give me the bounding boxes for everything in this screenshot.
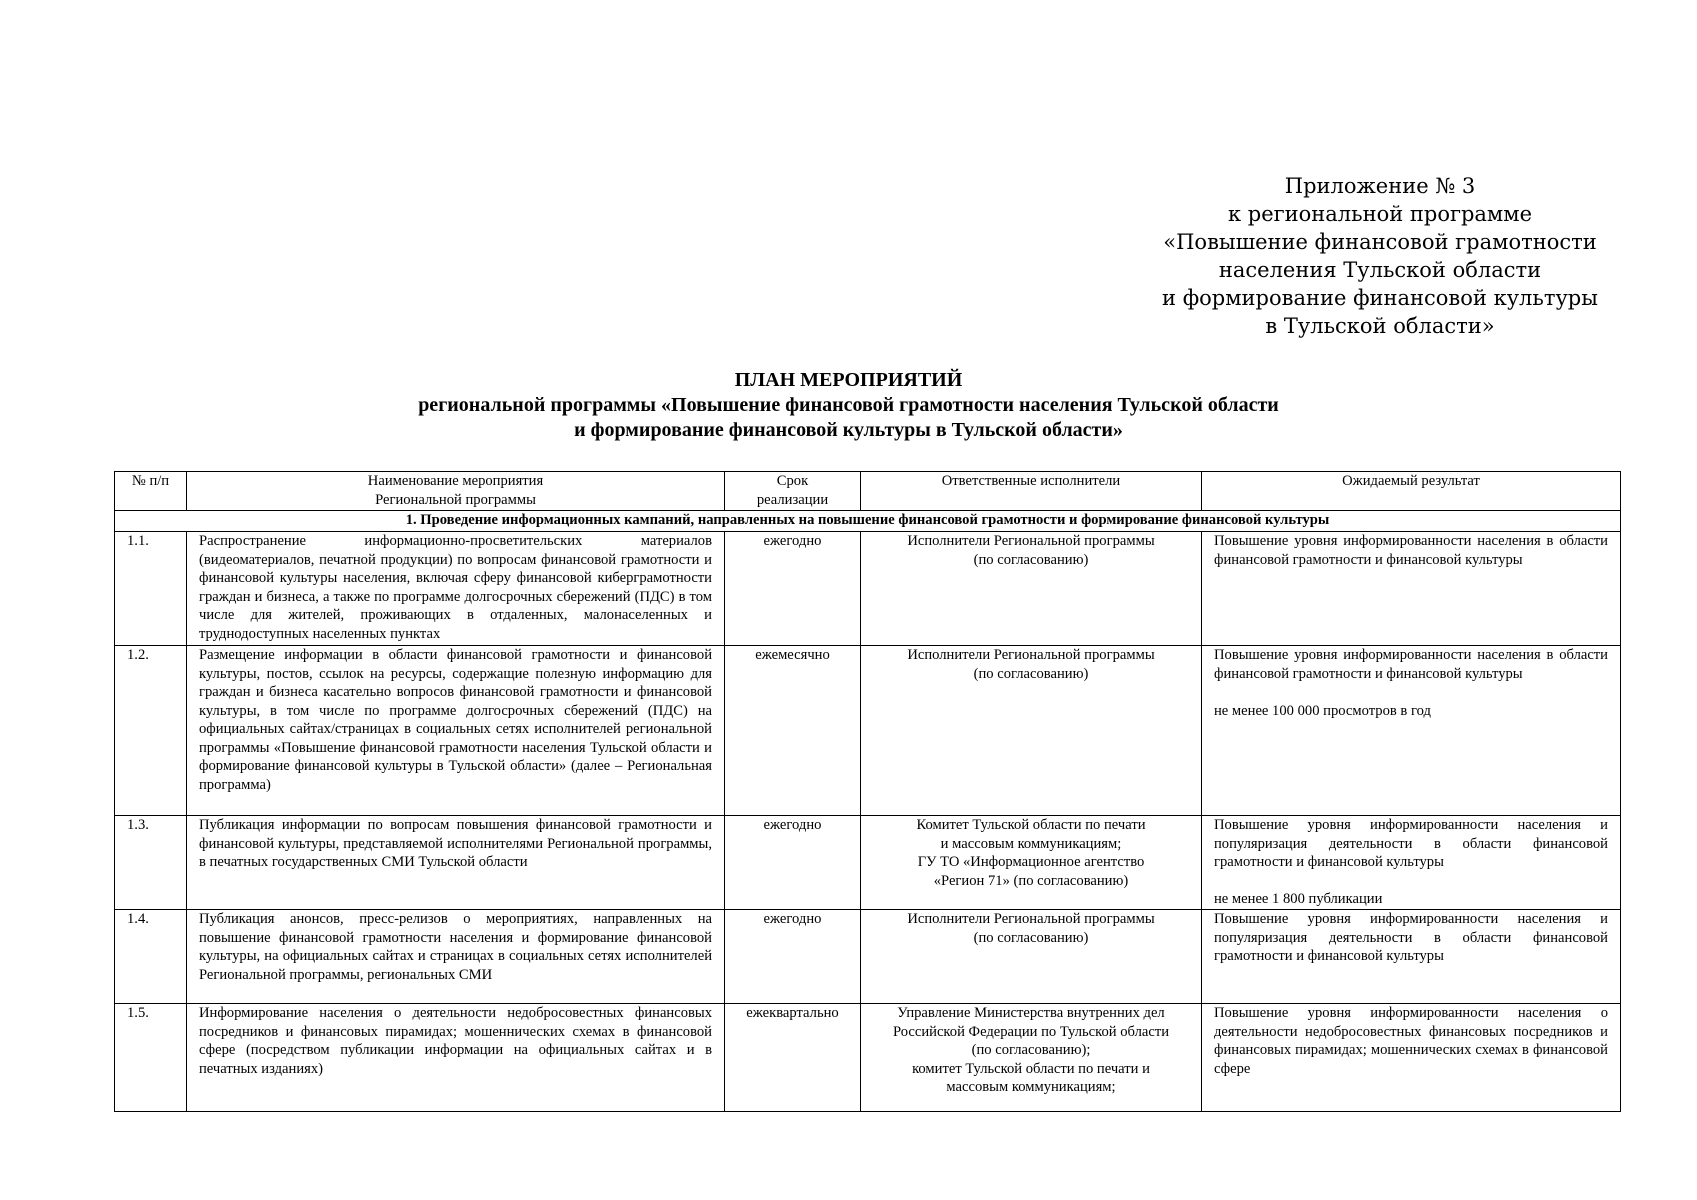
plan-title-line-3: и формирование финансовой культуры в Тульской области» xyxy=(574,419,1123,441)
header-num: № п/п xyxy=(115,472,187,511)
row-name: Размещение информации в области финансовой грамотности и финансовой культуры, постов, ссылок на ресурсы, содержащие полезную информацию для граждан и бизнеса касательно вопросов финансовой грамотности и финансовой культуры, в том числе по программе долгосрочных сбережений (ПДС) на официальных сайтах/страницах в социальных сетях исполнителей региональной программы «Повышение финансовой грамотности населения Тульской области и формирование финансовой культуры в Тульской области» (далее – Региональная программа) xyxy=(187,646,725,816)
annex-line-4: населения Тульской области xyxy=(1218,258,1542,282)
row-term: ежегодно xyxy=(725,816,861,910)
section-title: 1. Проведение информационных кампаний, направленных на повышение финансовой грамотности и формирование финансовой культуры xyxy=(115,511,1621,532)
row-exec: Комитет Тульской области по печати и массовым коммуникациям; ГУ ТО «Информационное агентство «Регион 71» (по согласованию) xyxy=(861,816,1202,910)
row-exec: Управление Министерства внутренних дел Российской Федерации по Тульской области (по согласованию); комитет Тульской области по печати и массовым коммуникациям; xyxy=(861,1004,1202,1112)
row-num: 1.2. xyxy=(115,646,187,816)
row-result: Повышение уровня информированности населения в области финансовой грамотности и финансовой культуры xyxy=(1202,532,1621,646)
row-result: Повышение уровня информированности населения в области финансовой грамотности и финансовой культуры не менее 100 000 просмотров в год xyxy=(1202,646,1621,816)
header-name: Наименование мероприятия Региональной программы xyxy=(187,472,725,511)
row-term: ежегодно xyxy=(725,910,861,1004)
table-row xyxy=(115,1004,1621,1112)
row-name: Распространение информационно-просветительских материалов (видеоматериалов, печатной продукции) по вопросам финансовой грамотности и финансовой культуры населения, включая сферу финансовой киберграмотности граждан и бизнеса, а также по программе долгосрочных сбережений (ПДС) в том числе для жителей, проживающих в отдаленных, малонаселенных и труднодоступных населенных пунктах xyxy=(187,532,725,646)
row-num: 1.3. xyxy=(115,816,187,910)
row-result: Повышение уровня информированности населения о деятельности недобросовестных финансовых посредников и финансовых пирамидах; мошеннических схемах в финансовой сфере xyxy=(1202,1004,1621,1112)
row-num: 1.4. xyxy=(115,910,187,1004)
annex-line-2: к региональной программе xyxy=(1227,202,1533,226)
plan-title-main: ПЛАН МЕРОПРИЯТИЙ xyxy=(734,369,963,391)
row-term: ежегодно xyxy=(725,532,861,646)
annex-line-1: Приложение № 3 xyxy=(1284,174,1476,198)
row-name: Публикация информации по вопросам повышения финансовой грамотности и финансовой культуры, представляемой исполнителями Региональной программы, в печатных государственных СМИ Тульской области xyxy=(187,816,725,910)
annex-line-6: в Тульской области» xyxy=(1265,314,1495,338)
row-term: ежемесячно xyxy=(725,646,861,816)
row-num: 1.5. xyxy=(115,1004,187,1112)
row-term: ежеквартально xyxy=(725,1004,861,1112)
row-result: Повышение уровня информированности населения и популяризация деятельности в области финансовой грамотности и финансовой культуры не менее 1 800 публикации xyxy=(1202,816,1621,910)
section-row xyxy=(115,511,1621,532)
table-row xyxy=(115,646,1621,816)
table-row xyxy=(115,816,1621,910)
row-name: Информирование населения о деятельности недобросовестных финансовых посредников и финансовых пирамидах; мошеннических схемах в финансовой сфере (посредством публикации информации на официальных сайтах и в печатных изданиях) xyxy=(187,1004,725,1112)
plan-title-line-2: региональной программы «Повышение финансовой грамотности населения Тульской области xyxy=(418,394,1279,416)
table-header-row xyxy=(115,472,1621,511)
row-num: 1.1. xyxy=(115,532,187,646)
plan-title xyxy=(100,368,1597,443)
row-exec: Исполнители Региональной программы (по согласованию) xyxy=(861,646,1202,816)
annex-line-3: «Повышение финансовой грамотности xyxy=(1163,230,1597,254)
table-row xyxy=(115,532,1621,646)
row-exec: Исполнители Региональной программы (по согласованию) xyxy=(861,532,1202,646)
annex-header xyxy=(1150,172,1610,340)
plan-table xyxy=(114,471,1621,1112)
annex-line-5: и формирование финансовой культуры xyxy=(1162,286,1598,310)
row-result: Повышение уровня информированности населения и популяризация деятельности в области финансовой грамотности и финансовой культуры xyxy=(1202,910,1621,1004)
row-name: Публикация анонсов, пресс-релизов о мероприятиях, направленных на повышение финансовой грамотности населения и формирование финансовой культуры, на официальных сайтах и страницах в социальных сетях исполнителей Региональной программы, региональных СМИ xyxy=(187,910,725,1004)
table-row xyxy=(115,910,1621,1004)
row-exec: Исполнители Региональной программы (по согласованию) xyxy=(861,910,1202,1004)
header-result: Ожидаемый результат xyxy=(1202,472,1621,511)
header-term: Срок реализации xyxy=(725,472,861,511)
header-exec: Ответственные исполнители xyxy=(861,472,1202,511)
